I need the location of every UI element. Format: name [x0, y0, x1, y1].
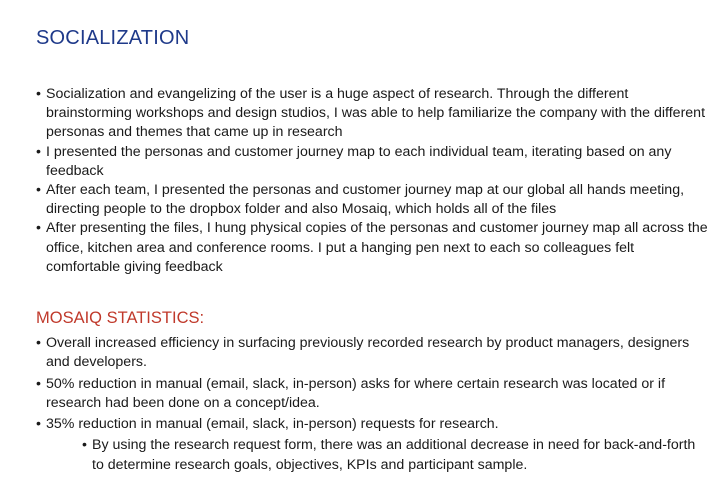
list-item: • After each team, I presented the personas and customer journey map at our global all hands meeting, directing people to the dropbox folder and also Mosaiq, which holds all of the files — [36, 181, 708, 219]
list-item: • 50% reduction in manual (email, slack, in-person) asks for where certain research was located or if research had been done on a concept/idea. — [36, 375, 708, 413]
list-item: • After presenting the files, I hung physical copies of the personas and customer journey map all across the office, kitchen area and conference rooms. I put a hanging pen next to each so colleagues felt comfortable giving feedback — [36, 219, 708, 277]
socialization-list — [36, 85, 708, 277]
page-title: SOCIALIZATION — [36, 27, 190, 49]
statistics-sub-list — [46, 436, 708, 474]
list-item — [36, 415, 708, 475]
list-item: • Overall increased efficiency in surfacing previously recorded research by product managers, designers and developers. — [36, 334, 708, 372]
statistics-heading: MOSAIQ STATISTICS: — [36, 309, 205, 327]
list-item: • I presented the personas and customer journey map to each individual team, iterating based on any feedback — [36, 143, 708, 181]
list-item-text: 35% reduction in manual (email, slack, in-person) requests for research. — [46, 416, 499, 433]
sub-list-item: • By using the research request form, there was an additional decrease in need for back-and-forth to determine research goals, objectives, KPIs and participant sample. — [82, 436, 708, 474]
list-item: • Socialization and evangelizing of the user is a huge aspect of research. Through the different brainstorming workshops and design studios, I was able to help familiarize the company with the different personas and themes that came up in research — [36, 85, 708, 143]
statistics-list — [36, 334, 708, 477]
